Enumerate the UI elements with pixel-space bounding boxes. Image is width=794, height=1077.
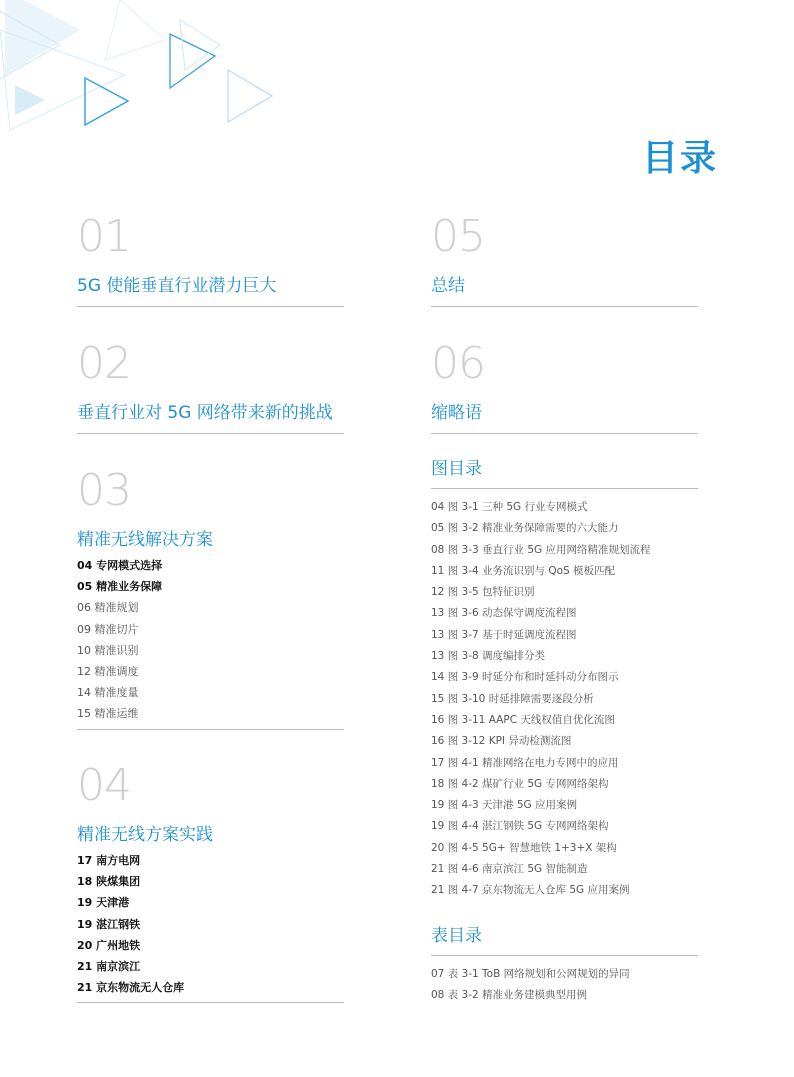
table-index-title[interactable]: 表目录 — [431, 926, 482, 946]
divider — [77, 729, 344, 730]
section-title[interactable]: 总结 — [431, 276, 465, 296]
toc-section-05[interactable] — [431, 211, 698, 307]
list-item[interactable]: 10 精准识别 — [77, 643, 139, 657]
divider — [77, 433, 344, 434]
section-title[interactable]: 垂直行业对 5G 网络带来新的挑战 — [77, 403, 333, 423]
section-number: 06 — [431, 338, 485, 389]
section-number: 05 — [431, 211, 485, 262]
toc-section-06[interactable] — [431, 338, 698, 434]
figure-index — [431, 458, 698, 902]
decorative-triangles-graphic — [0, 0, 300, 160]
section-items — [77, 850, 344, 998]
figure-list-item[interactable]: 19 图 4-4 湛江钢铁 5G 专网网络架构 — [431, 820, 609, 833]
list-item[interactable]: 09 精准切片 — [77, 622, 139, 636]
divider — [431, 306, 698, 307]
section-number: 04 — [77, 760, 131, 811]
figure-list-item[interactable]: 18 图 4-2 煤矿行业 5G 专网网络架构 — [431, 777, 609, 790]
section-title[interactable]: 精准无线解决方案 — [77, 530, 213, 550]
section-number: 01 — [77, 211, 131, 262]
list-item[interactable]: 18 陕煤集团 — [77, 875, 141, 889]
figure-list-item[interactable]: 05 图 3-2 精准业务保障需要的六大能力 — [431, 522, 619, 535]
list-item[interactable]: 20 广州地铁 — [77, 938, 141, 952]
divider — [431, 955, 698, 956]
figure-list-item[interactable]: 04 图 3-1 三种 5G 行业专网模式 — [431, 501, 588, 513]
list-item[interactable]: 19 天津港 — [77, 896, 130, 910]
figure-list-item[interactable]: 08 图 3-3 垂直行业 5G 应用网络精准规划流程 — [431, 543, 651, 556]
toc-section-01[interactable] — [77, 211, 344, 307]
figure-list-item[interactable]: 13 图 3-6 动态保守调度流程图 — [431, 607, 577, 620]
list-item[interactable]: 14 精准度量 — [77, 686, 139, 700]
list-item[interactable]: 12 精准调度 — [77, 665, 139, 679]
divider — [431, 488, 698, 489]
section-items — [77, 555, 344, 725]
figure-list-item[interactable]: 21 图 4-6 南京滨江 5G 智能制造 — [431, 863, 588, 876]
list-item[interactable]: 05 精准业务保障 — [77, 580, 163, 594]
list-item[interactable]: 06 精准规划 — [77, 601, 139, 615]
section-number: 03 — [77, 465, 131, 516]
page-title: 目录 — [641, 138, 718, 179]
figure-list — [431, 497, 698, 902]
toc-section-04[interactable] — [77, 760, 344, 1003]
divider — [431, 433, 698, 434]
list-item[interactable]: 21 京东物流无人仓库 — [77, 981, 185, 995]
list-item[interactable]: 17 南方电网 — [77, 854, 141, 867]
figure-index-title[interactable]: 图目录 — [431, 459, 482, 479]
divider — [77, 306, 344, 307]
list-item[interactable]: 15 精准运维 — [77, 707, 139, 721]
figure-list-item[interactable]: 19 图 4-3 天津港 5G 应用案例 — [431, 799, 578, 812]
list-item[interactable]: 21 南京滨江 — [77, 960, 141, 974]
figure-list-item[interactable]: 21 图 4-7 京东物流无人仓库 5G 应用案例 — [431, 884, 630, 897]
table-list-item[interactable]: 08 表 3-2 精准业务建模典型用例 — [431, 989, 588, 1002]
list-item[interactable]: 04 专网模式选择 — [77, 559, 163, 572]
section-title[interactable]: 精准无线方案实践 — [77, 825, 213, 845]
figure-list-item[interactable]: 12 图 3-5 包特征识别 — [431, 586, 535, 599]
figure-list-item[interactable]: 16 图 3-11 AAPC 天线权值自优化流图 — [431, 713, 615, 726]
figure-list-item[interactable]: 16 图 3-12 KPI 异动检测流图 — [431, 735, 572, 748]
divider — [77, 1002, 344, 1003]
figure-list-item[interactable]: 13 图 3-7 基于时延调度流程图 — [431, 628, 577, 641]
figure-list-item[interactable]: 11 图 3-4 业务流识别与 QoS 模板匹配 — [431, 564, 616, 577]
list-item[interactable]: 19 湛江钢铁 — [77, 917, 141, 931]
figure-list-item[interactable]: 20 图 4-5 5G+ 智慧地铁 1+3+X 架构 — [431, 841, 617, 854]
section-title[interactable]: 缩略语 — [431, 403, 482, 423]
table-list-item[interactable]: 07 表 3-1 ToB 网络规划和公网规划的异同 — [431, 968, 630, 980]
figure-list-item[interactable]: 13 图 3-8 调度编排分类 — [431, 650, 546, 663]
figure-list-item[interactable]: 15 图 3-10 时延排障需要逐段分析 — [431, 692, 594, 705]
table-list — [431, 964, 698, 1007]
toc-section-03[interactable] — [77, 465, 344, 730]
figure-list-item[interactable]: 17 图 4-1 精准网络在电力专网中的应用 — [431, 756, 619, 769]
toc-section-02[interactable] — [77, 338, 344, 434]
section-title[interactable]: 5G 使能垂直行业潜力巨大 — [77, 276, 277, 296]
table-index — [431, 925, 698, 1007]
figure-list-item[interactable]: 14 图 3-9 时延分布和时延抖动分布图示 — [431, 671, 619, 684]
section-number: 02 — [77, 338, 131, 389]
